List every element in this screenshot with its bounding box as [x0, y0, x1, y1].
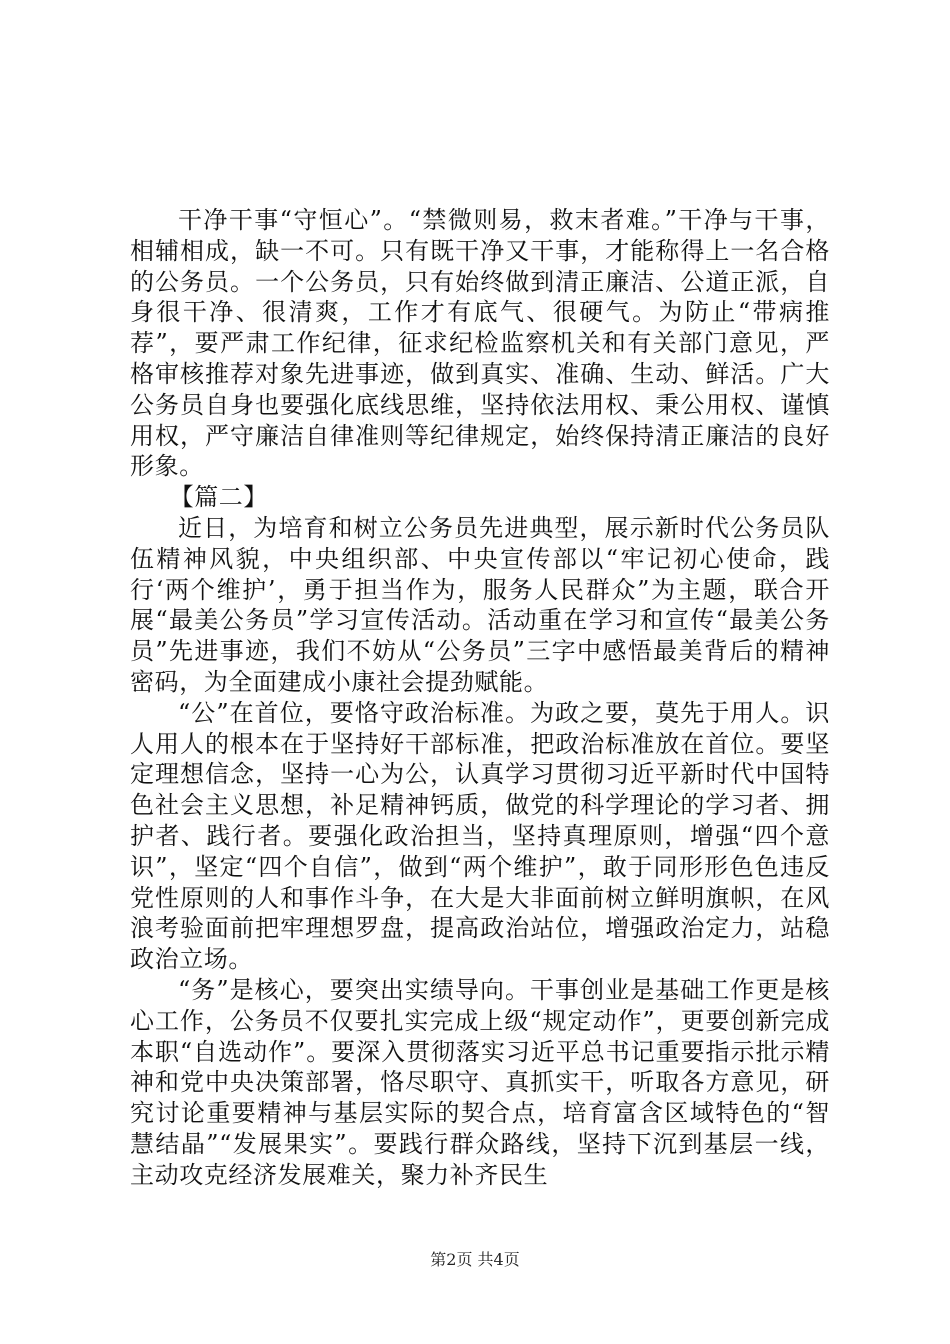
section-heading-part-two: 【篇二】 — [169, 483, 268, 512]
paragraph-gong-political-standard: “公”在首位，要恪守政治标准。为政之要，莫先于用人。识人用人的根本在于坚持好干部标准，把政治标准放在首位。要坚定理想信念，坚持一心为公，认真学习贯彻习近平新时代中国特色社会主义思想，补足精神钙质，做党的科学理论的学习者、拥护者、践行者。要强化政治担当，坚持真理原则，增强“四个意识”，坚定“四个自信”，做到“两个维护”，敢于同形形色色违反党性原则的人和事作斗争，在大是大非面前树立鲜明旗帜，在风浪考验面前把牢理想罗盘，提高政治站位，增强政治定力，站稳政治立场。 — [130, 698, 830, 974]
document-body — [130, 205, 830, 1191]
paragraph-intro-campaign: 近日，为培育和树立公务员先进典型，展示新时代公务员队伍精神风貌，中央组织部、中央宣传部以“牢记初心使命，践行‘两个维护’，勇于担当作为，服务人民群众”为主题，联合开展“最美公务员”学习宣传活动。活动重在学习和宣传“最美公务员”先进事迹，我们不妨从“公务员”三字中感悟最美背后的精神密码，为全面建成小康社会提劲赋能。 — [130, 513, 830, 696]
page-number-footer: 第2页 共4页 — [430, 1250, 520, 1269]
paragraph-clean-work: 干净干事“守恒心”。“禁微则易，救末者难。”干净与干事，相辅相成，缺一不可。只有既干净又干事，才能称得上一名合格的公务员。一个公务员，只有始终做到清正廉洁、公道正派，自身很干净、很清爽，工作才有底气、很硬气。为防止“带病推荐”，要严肃工作纪律，征求纪检监察机关和有关部门意见，严格审核推荐对象先进事迹，做到真实、准确、生动、鲜活。广大公务员自身也要强化底线思维，坚持依法用权、秉公用权、谨慎用权，严守廉洁自律准则等纪律规定，始终保持清正廉洁的良好形象。 — [130, 206, 830, 481]
paragraph-wu-performance: “务”是核心，要突出实绩导向。干事创业是基础工作更是核心工作，公务员不仅要扎实完成上级“规定动作”，更要创新完成本职“自选动作”。要深入贯彻落实习近平总书记重要指示批示精神和党中央决策部署，恪尽职守、真抓实干，听取各方意见，研究讨论重要精神与基层实际的契合点，培育富含区域特色的“智慧结晶”“发展果实”。要践行群众路线，坚持下沉到基层一线，主动攻克经济发展难关，聚力补齐民生 — [130, 975, 830, 1189]
